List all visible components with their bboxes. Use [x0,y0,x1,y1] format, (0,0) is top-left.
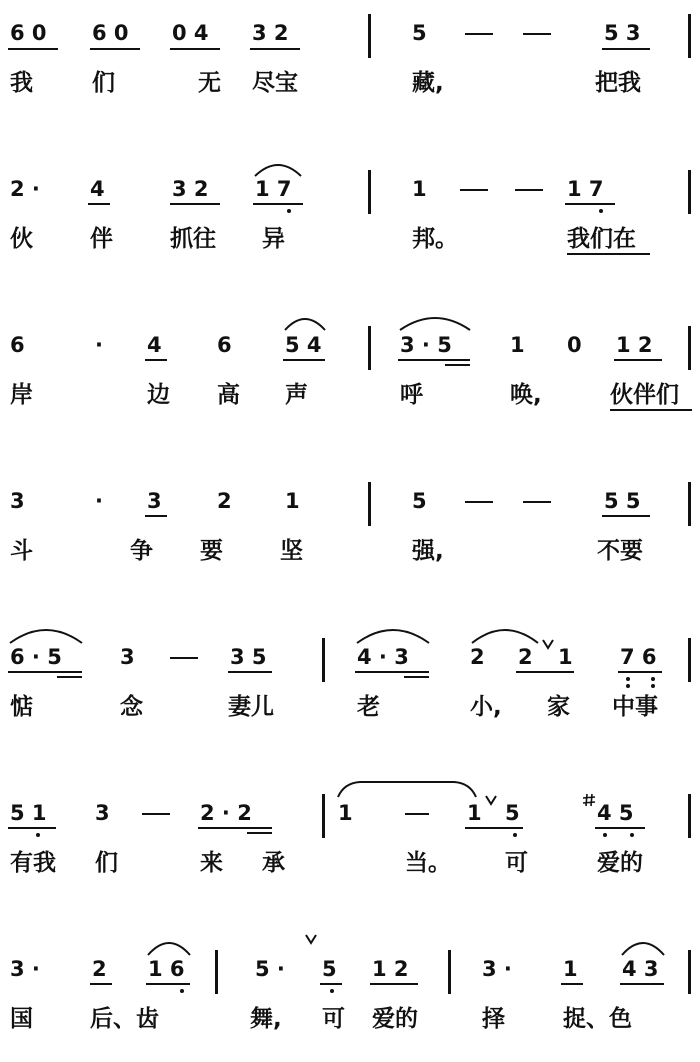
lyric: 舞, [250,1006,282,1032]
note: 1 [338,801,353,825]
note-group: 3 2 [252,21,289,45]
bar-line [688,794,691,838]
dash-extension [465,501,493,503]
lyric: 有我 [10,850,56,876]
note-group: 3 · [10,957,40,981]
note: 1 [510,333,525,357]
lyric: 斗 [10,538,33,564]
lyric: 抓往 [170,226,216,252]
lyric: 边 [147,382,170,408]
bar-line [688,14,691,58]
note-group: 5 4 [285,333,322,357]
note-group: 4 3 [622,957,659,981]
bar-line [688,326,691,370]
note-group: 3 · [482,957,512,981]
lyric: 不要 [597,538,643,564]
lyric: 们 [92,70,115,96]
note: 1 [285,489,300,513]
lyric: 无 [198,70,221,96]
beam-underline [370,983,418,985]
lyric: 念 [120,694,143,720]
low-octave-dot [630,833,634,837]
lyric-underline [567,253,650,255]
note-group: 3 2 [172,177,209,201]
beam-underline [250,48,300,50]
lyric: 后、齿 [90,1006,159,1032]
note: 5 [412,21,427,45]
bar-line [368,14,371,58]
low-octave-dot [603,833,607,837]
lyric: 可 [322,1006,345,1032]
lyric: 我 [10,70,33,96]
lyric: 伴 [90,226,113,252]
low-octave-dot [287,209,291,213]
note: 4 [147,333,162,357]
bar-line [368,482,371,526]
lyric: 爱的 [372,1006,418,1032]
low-octave-dot [651,677,655,681]
breath-mark [541,637,555,651]
beam-underline [8,671,82,673]
lyric: 把我 [595,70,641,96]
slur-arc [8,625,84,645]
lyric: 承 [262,850,285,876]
low-octave-dot [599,209,603,213]
lyric: 可 [505,850,528,876]
dash-extension [523,33,551,35]
note: 5 [322,957,337,981]
beam-underline [355,671,429,673]
beam-underline [8,827,56,829]
note: 2 [518,645,533,669]
note: 1 [558,645,573,669]
note: 3 [147,489,162,513]
low-octave-dot [180,989,184,993]
beam-underline-double [247,832,272,834]
lyric: 强, [412,538,444,564]
bar-line [215,950,218,994]
note-group: 6 0 [92,21,129,45]
lyric: 坚 [280,538,303,564]
note: 1 [412,177,427,201]
beam-underline [283,359,325,361]
note: 2 [217,489,232,513]
low-octave-dot [36,833,40,837]
lyric: 争 [130,538,153,564]
low-octave-dot [651,684,655,688]
lyric: 老 [357,694,380,720]
dash-extension [460,189,488,191]
note: 3 [10,489,25,513]
note-group: 1 7 [255,177,292,201]
breath-mark [304,932,318,946]
note: 5 [505,801,520,825]
bar-line [368,326,371,370]
slur-arc [355,625,431,645]
beam-underline-double [57,676,82,678]
slur-arc [398,314,472,332]
note: 2 [470,645,485,669]
bar-line [688,482,691,526]
note-group: 0 4 [172,21,209,45]
beam-underline [565,203,615,205]
slur-arc [283,314,327,332]
sharp-sign [582,793,596,807]
beam-underline [602,515,650,517]
lyric: 当。 [405,850,451,876]
note: 6 [10,333,25,357]
beam-underline [145,515,167,517]
beam-underline [620,983,664,985]
beam-underline [88,203,110,205]
note: 0 [567,333,582,357]
note-group: 4 · 3 [357,645,409,669]
beam-underline [561,983,583,985]
lyric-underline [610,409,692,411]
lyric: 岸 [10,382,33,408]
beam-underline [618,671,662,673]
low-octave-dot [330,989,334,993]
low-octave-dot [513,833,517,837]
beam-underline [320,983,342,985]
beam-underline [228,671,272,673]
beam-underline [198,827,272,829]
augmentation-dot: · [95,489,103,513]
note-group: 5 5 [604,489,641,513]
lyric: 要 [200,538,223,564]
note: 1 [563,957,578,981]
beam-underline [398,359,470,361]
lyric: 唤, [510,382,542,408]
bar-line [688,638,691,682]
beam-underline [465,827,523,829]
note-group: 1 7 [567,177,604,201]
note: 6 [217,333,232,357]
beam-underline [170,48,220,50]
beam-underline [90,48,140,50]
note-group: 2 · 2 [200,801,252,825]
beam-underline [90,983,112,985]
beam-underline [516,671,574,673]
beam-underline-double [404,676,429,678]
lyric: 伙 [10,226,33,252]
lyric: 捉、色 [563,1006,632,1032]
bar-line [688,170,691,214]
slur-arc [253,160,303,178]
note-group: 1 2 [372,957,409,981]
lyric: 妻儿 [228,694,274,720]
note: 2 [92,957,107,981]
bar-line [448,950,451,994]
beam-underline [145,359,167,361]
beam-underline [253,203,303,205]
lyric: 家 [547,694,570,720]
breath-mark [484,793,498,807]
lyric: 小, [470,694,502,720]
note-group: 6 · 5 [10,645,62,669]
lyric: 来 [200,850,223,876]
lyric: 藏, [412,70,444,96]
beam-underline-double [445,364,470,366]
beam-underline [146,983,190,985]
note-group: 6 0 [10,21,47,45]
lyric: 惦 [10,694,33,720]
lyric: 择 [482,1006,505,1032]
augmentation-dot: · [95,333,103,357]
note-group: 2 · [10,177,40,201]
low-octave-dot [626,677,630,681]
note-group: 1 6 [148,957,185,981]
lyric: 我们在 [567,226,636,252]
lyric: 异 [262,226,285,252]
lyric: 们 [95,850,118,876]
slur-arc [620,937,666,957]
note-group: 3 · 5 [400,333,452,357]
note: 4 [90,177,105,201]
note-group: 5 3 [604,21,641,45]
note-group: 7 6 [620,645,657,669]
beam-underline [8,48,58,50]
lyric: 中事 [612,694,658,720]
dash-extension [515,189,543,191]
lyric: 尽宝 [252,70,298,96]
lyric: 爱的 [597,850,643,876]
low-octave-dot [626,684,630,688]
note-group: 5 1 [10,801,47,825]
note: 1 [467,801,482,825]
lyric: 邦。 [412,226,458,252]
note-group: 1 2 [616,333,653,357]
beam-underline [595,827,645,829]
bar-line [322,794,325,838]
lyric: 高 [217,382,240,408]
beam-underline [170,203,220,205]
dash-extension [523,501,551,503]
bar-line [368,170,371,214]
lyric: 伙伴们 [610,382,679,408]
slur-arc [146,937,192,957]
dash-extension [465,33,493,35]
slur-arc [470,625,540,645]
note: 3 [95,801,110,825]
lyric: 声 [285,382,308,408]
note-group: 5 · [255,957,285,981]
note-group: 4 5 [597,801,634,825]
note: 5 [412,489,427,513]
dash-extension [142,813,170,815]
bar-line [688,950,691,994]
tie-arc [336,779,478,799]
bar-line [322,638,325,682]
note-group: 3 5 [230,645,267,669]
beam-underline [614,359,662,361]
beam-underline [602,48,650,50]
dash-extension [170,657,198,659]
dash-extension [405,813,429,815]
lyric: 国 [10,1006,33,1032]
lyric: 呼 [400,382,423,408]
note: 3 [120,645,135,669]
